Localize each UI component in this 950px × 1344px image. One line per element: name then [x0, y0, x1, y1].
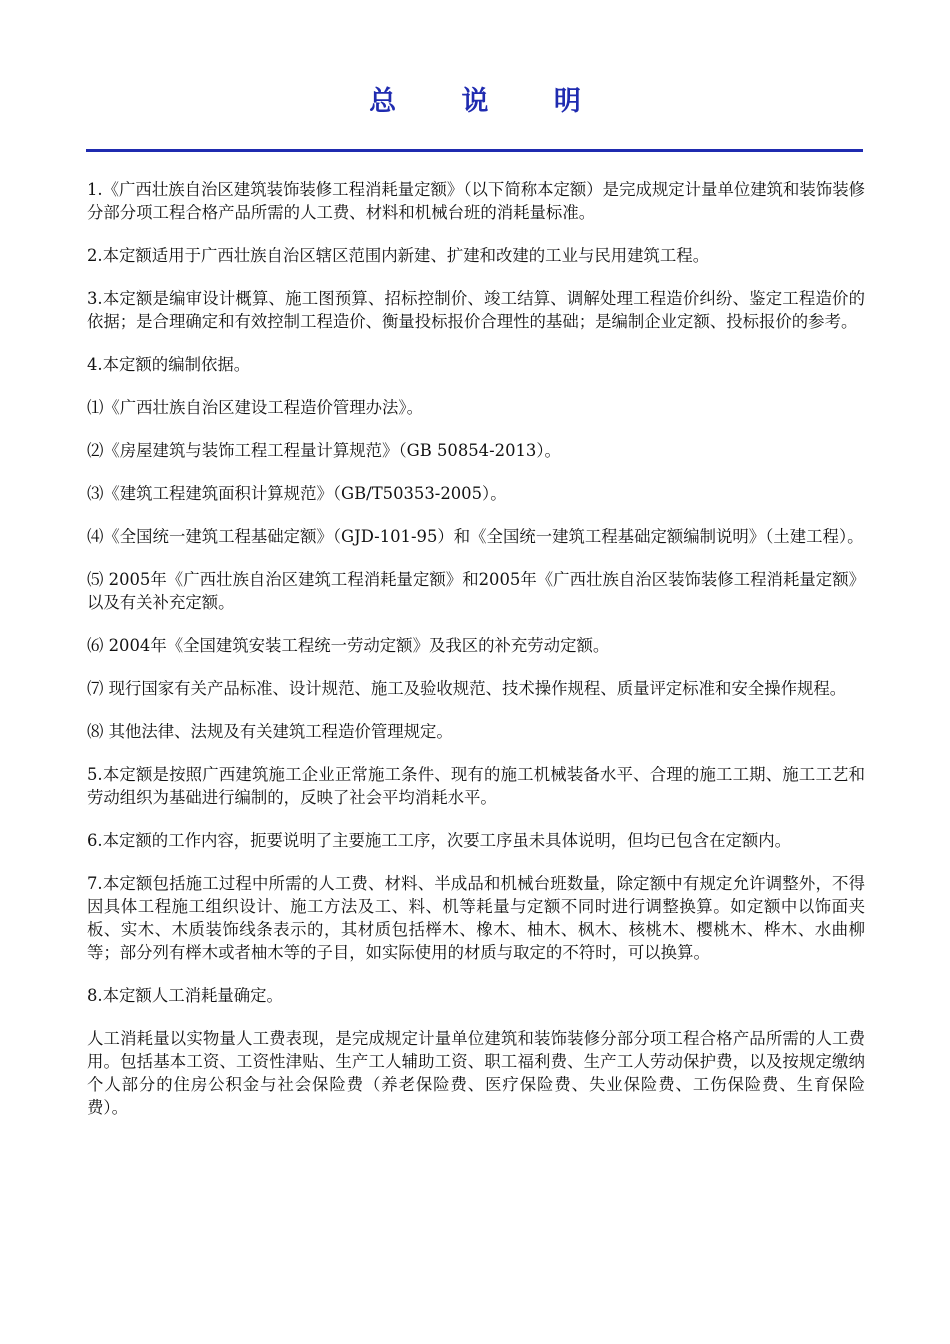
paragraph-5: 5.本定额是按照广西建筑施工企业正常施工条件、现有的施工机械装备水平、合理的施工工期、施工工艺和劳动组织为基础进行编制的，反映了社会平均消耗水平。	[87, 765, 865, 807]
basis-item-4: ⑷《全国统一建筑工程基础定额》（GJD-101-95）和《全国统一建筑工程基础定额编制说明》（土建工程）。	[87, 527, 864, 546]
paragraph-2: 2.本定额适用于广西壮族自治区辖区范围内新建、扩建和改建的工业与民用建筑工程。	[87, 246, 710, 265]
basis-item-8: ⑻ 其他法律、法规及有关建筑工程造价管理规定。	[87, 722, 453, 741]
page-title: 总 说 明	[369, 86, 609, 117]
paragraph-3: 3.本定额是编审设计概算、施工图预算、招标控制价、竣工结算、调解处理工程造价纠纷、鉴定工程造价的依据；是合理确定和有效控制工程造价、衡量投标报价合理性的基础；是编制企业定额、投标报价的参考。	[87, 289, 865, 331]
paragraph-1: 1.《广西壮族自治区建筑装饰装修工程消耗量定额》（以下简称本定额）是完成规定计量单位建筑和装饰装修分部分项工程合格产品所需的人工费、材料和机械台班的消耗量标准。	[87, 180, 865, 222]
basis-item-6: ⑹ 2004年《全国建筑安装工程统一劳动定额》及我区的补充劳动定额。	[87, 636, 610, 655]
labor-consumption-paragraph: 人工消耗量以实物量人工费表现，是完成规定计量单位建筑和装饰装修分部分项工程合格产品所需的人工费用。包括基本工资、工资性津贴、生产工人辅助工资、职工福利费、生产工人劳动保护费，以及按规定缴纳个人部分的住房公积金与社会保险费（养老保险费、医疗保险费、失业保险费、工伤保险费、生育保险费）。	[87, 1029, 865, 1117]
basis-item-3: ⑶《建筑工程建筑面积计算规范》（GB/T50353-2005）。	[87, 484, 507, 503]
document-body	[87, 178, 865, 1139]
basis-item-1: ⑴《广西壮族自治区建设工程造价管理办法》。	[87, 398, 424, 417]
paragraph-6: 6.本定额的工作内容，扼要说明了主要施工工序，次要工序虽未具体说明，但均已包含在定额内。	[87, 831, 792, 850]
title-divider	[86, 149, 863, 152]
basis-item-7: ⑺ 现行国家有关产品标准、设计规范、施工及验收规范、技术操作规程、质量评定标准和安全操作规程。	[87, 679, 847, 698]
basis-item-2: ⑵《房屋建筑与装饰工程工程量计算规范》（GB 50854-2013）。	[87, 441, 561, 460]
basis-item-5: ⑸ 2005年《广西壮族自治区建筑工程消耗量定额》和2005年《广西壮族自治区装饰装修工程消耗量定额》以及有关补充定额。	[87, 570, 865, 612]
paragraph-8: 8.本定额人工消耗量确定。	[87, 986, 283, 1005]
paragraph-4: 4.本定额的编制依据。	[87, 355, 251, 374]
paragraph-7: 7.本定额包括施工过程中所需的人工费、材料、半成品和机械台班数量，除定额中有规定允许调整外，不得因具体工程施工组织设计、施工方法及工、料、机等耗量与定额不同时进行调整换算。如定额中以饰面夹板、实木、木质装饰线条表示的，其材质包括榉木、橡木、柚木、枫木、核桃木、樱桃木、桦木、水曲柳等；部分列有榉木或者柚木等的子目，如实际使用的材质与取定的不符时，可以换算。	[87, 874, 865, 962]
